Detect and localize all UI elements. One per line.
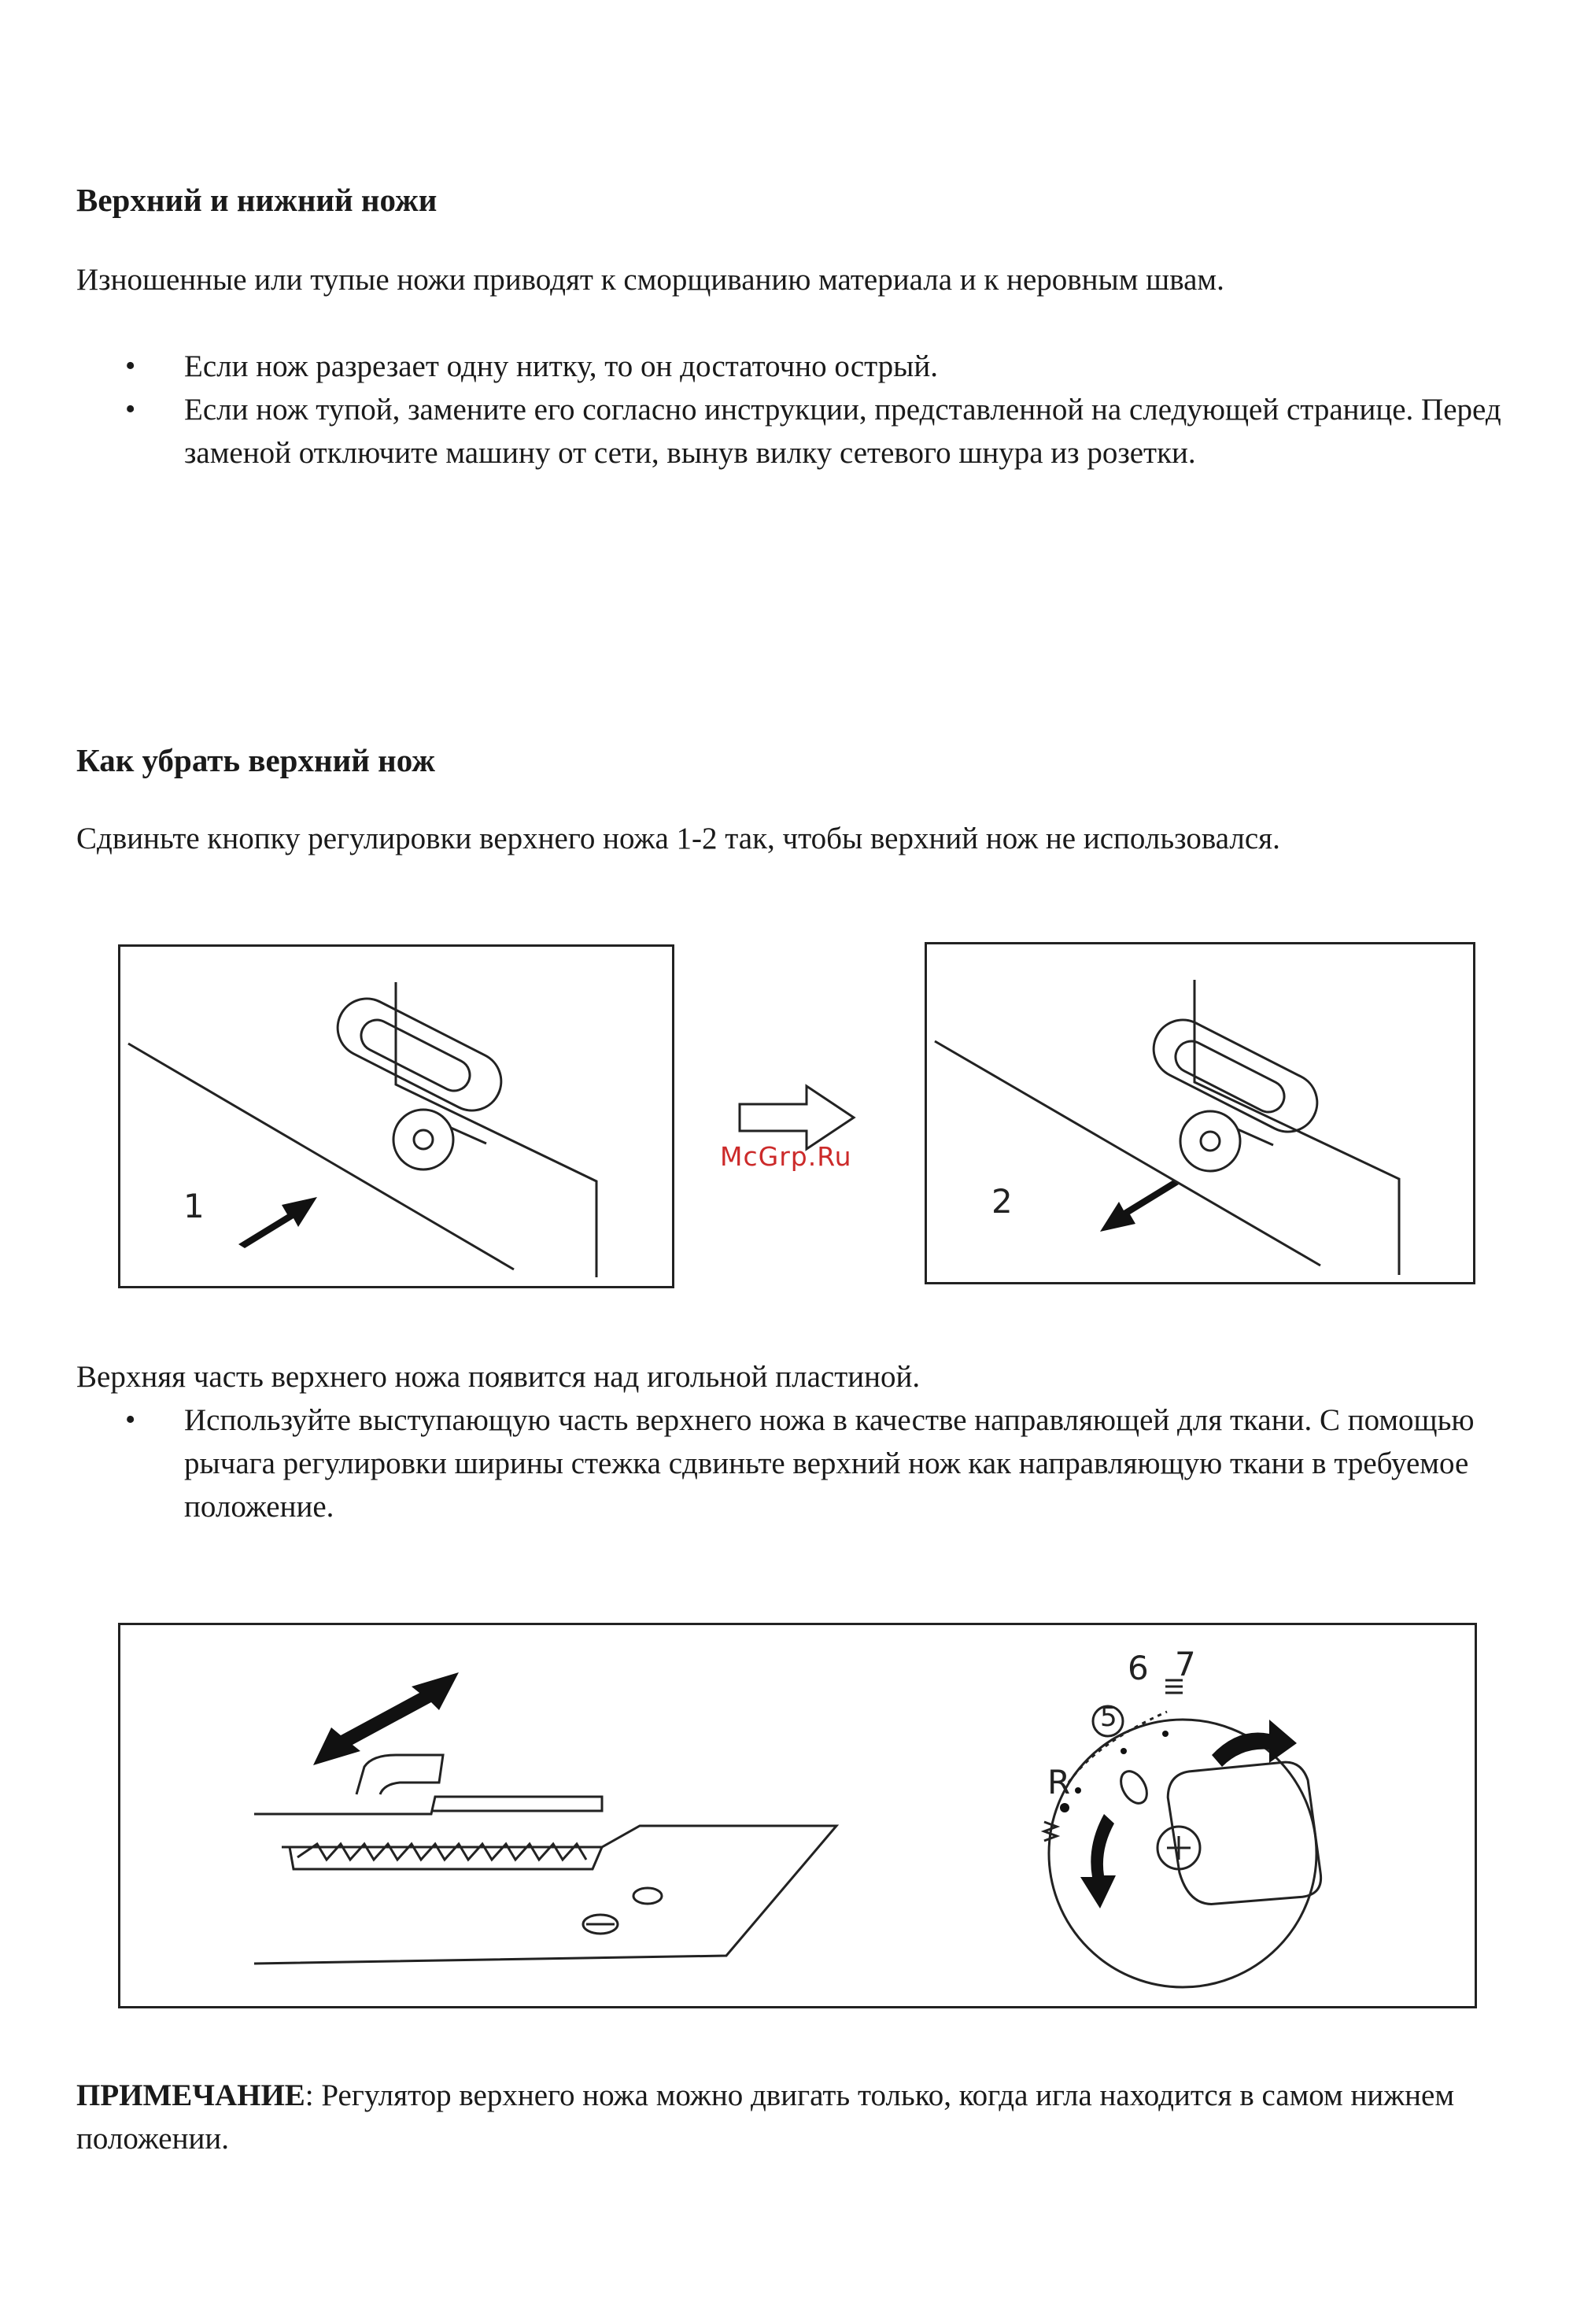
dial-mark-r: R [1047, 1763, 1071, 1801]
arrow-in-icon [238, 1197, 317, 1248]
after-figure-paragraph: Верхняя часть верхнего ножа появится над игольной пластиной. [76, 1360, 921, 1394]
section-heading-remove-knife: Как убрать верхний нож [76, 742, 435, 778]
figure-1-number: 1 [183, 1187, 205, 1225]
note-text: : Регулятор верхнего ножа можно двигать только, когда игла находится в самом нижнем положении. [76, 2078, 1455, 2156]
section-heading-knives: Верхний и нижний ножи [76, 182, 438, 218]
figure-1-illustration [120, 947, 672, 1286]
list-item: • Используйте выступающую часть верхнего ножа в качестве направляющей для ткани. С помощью рычага регулировки ширины стежка сдвиньте верхний нож как направляющую ткани в требуемое положение. [76, 1398, 1516, 1528]
note-paragraph [76, 2074, 1508, 2160]
figure-2-illustration [927, 944, 1473, 1282]
knives-bullet-list [76, 345, 1516, 475]
double-arrow-icon [313, 1672, 459, 1765]
dial-mark-5: 5 [1100, 1701, 1117, 1733]
note-label: ПРИМЕЧАНИЕ [76, 2078, 305, 2112]
watermark: McGrp.Ru [720, 1141, 852, 1172]
figure-2-number: 2 [991, 1182, 1013, 1221]
figure-3-illustration [120, 1625, 1475, 2006]
dial-mark-7: 7 [1175, 1645, 1196, 1683]
list-item: • Если нож тупой, замените его согласно инструкции, представленной на следующей странице. Перед заменой отключите машину от сети, вынув вилку сетевого шнура из розетки. [76, 388, 1516, 475]
guide-bullet-list [76, 1398, 1516, 1528]
remove-knife-intro-paragraph: Сдвиньте кнопку регулировки верхнего ножа 1-2 так, чтобы верхний нож не использовался. [76, 822, 1280, 855]
dial-arrow-down-icon [1080, 1814, 1116, 1908]
figure-1-knife-button [118, 944, 674, 1288]
figure-3-knife-guide-dial [118, 1623, 1477, 2008]
figure-2-knife-button [925, 942, 1475, 1284]
arrow-out-icon [1100, 1180, 1179, 1232]
knives-intro-paragraph: Изношенные или тупые ножи приводят к сморщиванию материала и к неровным швам. [76, 263, 1224, 297]
dial-mark-6: 6 [1128, 1649, 1149, 1687]
list-item: • Если нож разрезает одну нитку, то он достаточно острый. [76, 345, 1516, 388]
